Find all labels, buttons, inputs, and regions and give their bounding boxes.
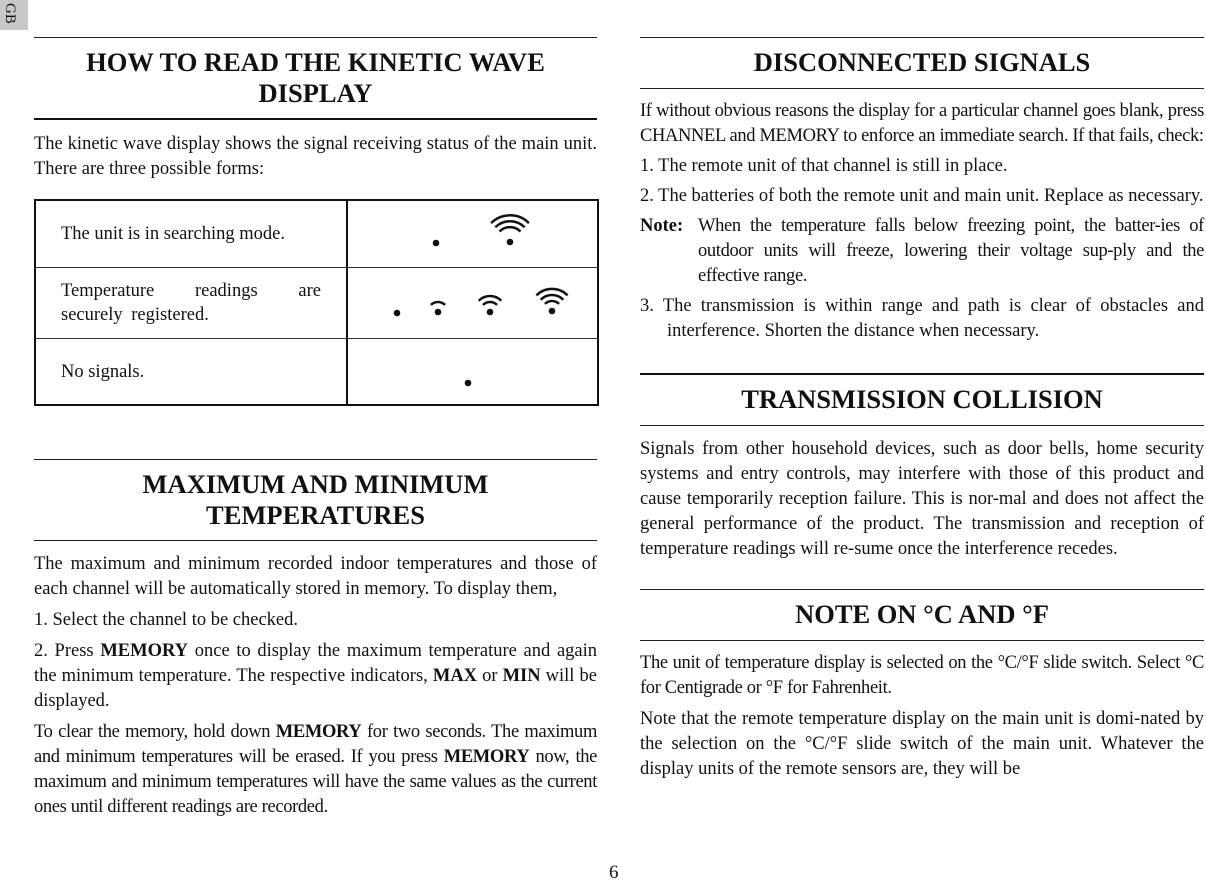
right-column bbox=[640, 0, 1204, 782]
kinetic-intro: The kinetic wave display shows the signal receiving status of the main unit. There are three possible forms: bbox=[34, 134, 597, 179]
note-body: When the temperature falls below freezing point, the batter-ies of outdoor units will freeze, lowering their voltage sup-ply and the effective range. bbox=[698, 216, 1204, 286]
disconnected-intro: If without obvious reasons the display for a particular channel goes blank, press CHANNEL and MEMORY to enforce an immediate search. If that fails, check: bbox=[640, 101, 1204, 146]
left-column bbox=[34, 0, 597, 820]
units-heading bbox=[640, 590, 1204, 630]
maxmin-step-1: 1. Select the channel to be checked. bbox=[34, 610, 299, 630]
kinetic-title-line1: HOW TO READ THE KINETIC WAVE bbox=[86, 47, 545, 77]
disconnected-item-3: 3. The transmission is within range and path is clear of obstacles and interference. Shorten the distance when necessary. bbox=[640, 296, 1204, 341]
kinetic-heading bbox=[34, 38, 597, 109]
section-title-rule bbox=[640, 640, 1204, 641]
section-title-rule bbox=[34, 118, 597, 120]
registered-signal-icon bbox=[347, 268, 598, 339]
language-tab bbox=[0, 0, 28, 30]
table-row bbox=[35, 339, 598, 406]
collision-text: Signals from other household devices, such as door bells, home security systems and entry controls, may interfere with those of this product and cause temporarily reception failure. This is nor-mal and does not affect the general performance of the product. The transmission and reception of temperature readings will re-sume once the interference recedes. bbox=[640, 439, 1204, 559]
maxmin-clear-memory: To clear the memory, hold down MEMORY for two seconds. The maximum and minimum temperatures will be erased. If you press MEMORY now, the maximum and minimum temperatures will have the same values as the current ones until different readings are recorded. bbox=[34, 722, 597, 817]
collision-heading bbox=[640, 375, 1204, 415]
maxmin-intro: The maximum and minimum recorded indoor temperatures and those of each channel will be automatically stored in memory. To display them, bbox=[34, 554, 597, 599]
disconnected-heading bbox=[640, 38, 1204, 78]
units-text-2: Note that the remote temperature display on the main unit is domi-nated by the selection on the °C/°F slide switch of the main unit. Whatever the display units of the remote sensors are, they will be bbox=[640, 709, 1204, 779]
section-title-rule bbox=[34, 540, 597, 541]
disconnected-item-1: 1. The remote unit of that channel is still in place. bbox=[640, 156, 1008, 176]
maxmin-title-line1: MAXIMUM AND MINIMUM bbox=[142, 469, 489, 499]
maxmin-title-line2: TEMPERATURES bbox=[206, 500, 425, 530]
searching-signal-icon bbox=[347, 200, 598, 268]
disconnected-title: DISCONNECTED SIGNALS bbox=[753, 47, 1091, 77]
collision-title: TRANSMISSION COLLISION bbox=[741, 384, 1103, 414]
disconnected-note bbox=[640, 214, 1204, 289]
disconnected-item-2: 2. The batteries of both the remote unit and main unit. Replace as necessary. bbox=[640, 186, 1204, 206]
table-row bbox=[35, 268, 598, 339]
section-title-rule bbox=[640, 88, 1204, 89]
section-title-rule bbox=[640, 425, 1204, 426]
note-label: Note: bbox=[640, 216, 684, 236]
maxmin-heading bbox=[34, 460, 597, 531]
table-cell-label: Temperature readings are securely registered. bbox=[35, 268, 347, 339]
table-cell-label: No signals. bbox=[35, 339, 347, 406]
table-cell-label: The unit is in searching mode. bbox=[35, 200, 347, 268]
units-title: NOTE ON °C AND °F bbox=[795, 599, 1049, 629]
maxmin-step-2: 2. Press MEMORY once to display the maximum temperature and again the minimum temperature. The respective indicators, MAX or MIN will be displayed. bbox=[34, 641, 598, 711]
no-signal-icon bbox=[347, 339, 598, 406]
units-text-1: The unit of temperature display is selected on the °C/°F slide switch. Select °C for Centigrade or °F for Fahrenheit. bbox=[640, 653, 1204, 698]
page-number: 6 bbox=[609, 862, 619, 883]
language-tab-label: GB bbox=[2, 3, 18, 24]
table-row bbox=[35, 200, 598, 268]
signal-status-table bbox=[34, 199, 599, 406]
kinetic-title-line2: DISPLAY bbox=[258, 78, 373, 108]
